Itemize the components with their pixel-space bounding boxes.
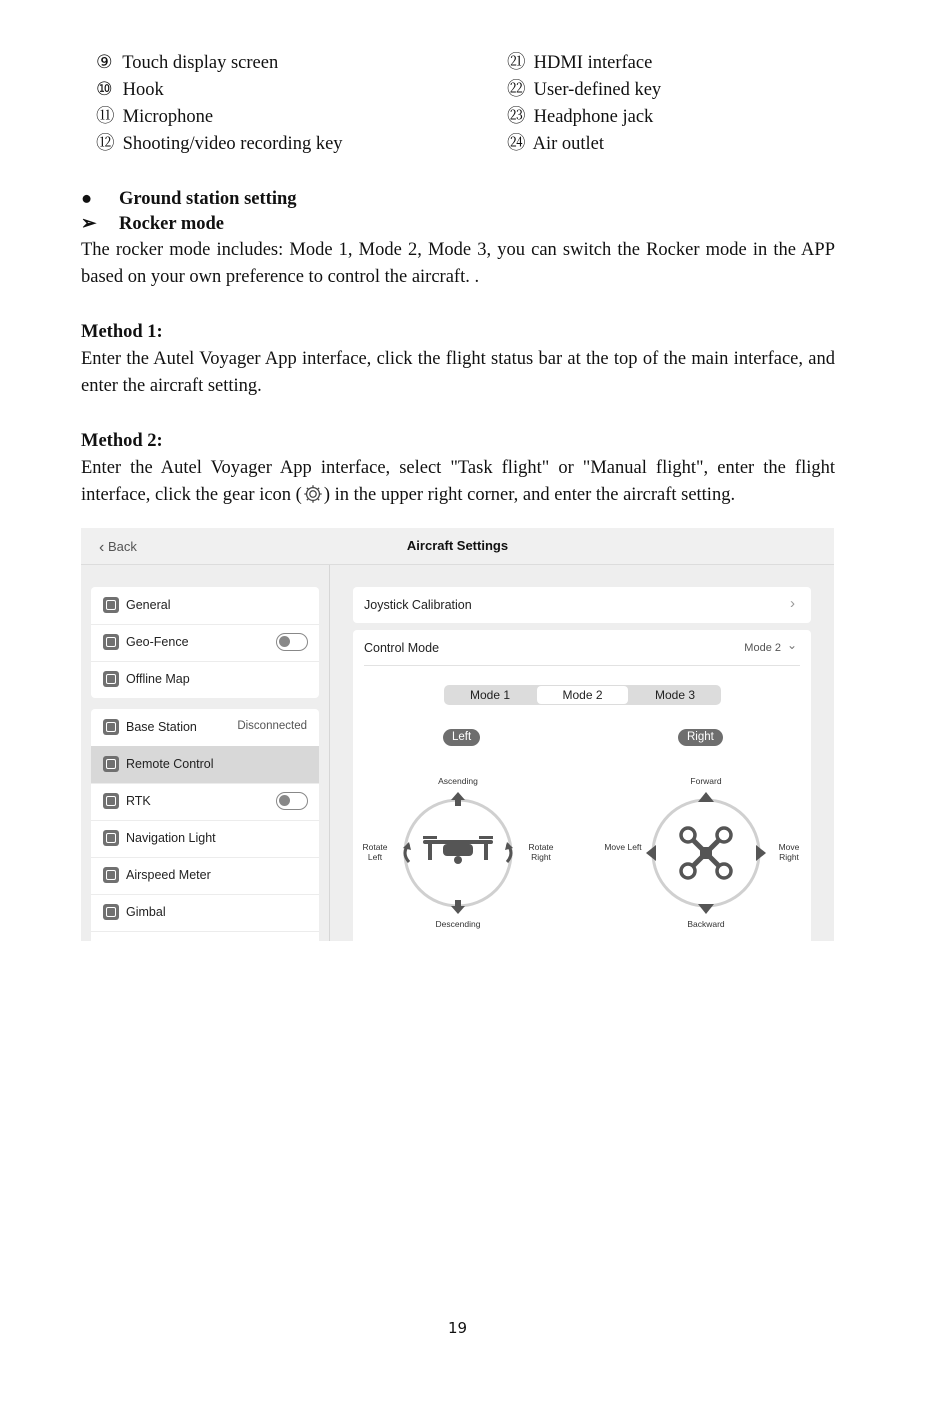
aircraft-settings-screenshot: [81, 528, 834, 941]
sub-heading: ➢ Rocker mode: [81, 211, 224, 238]
base-station-icon: [103, 719, 119, 735]
chevron-down-icon: ⌄: [786, 638, 797, 652]
parts-list-item: ⑫ Shooting/video recording key: [96, 134, 343, 154]
sidebar-item-geo-fence[interactable]: Geo-Fence: [91, 624, 319, 662]
left-stick-pill: Left: [443, 729, 480, 746]
sidebar-item-rtk[interactable]: RTK: [91, 783, 319, 821]
card-divider: [364, 665, 800, 666]
right-stick-up-label: Forward: [690, 776, 722, 786]
sidebar-item-general[interactable]: General: [91, 587, 319, 625]
method1-text: Enter the Autel Voyager App interface, click the flight status bar at the top of the main interface, and enter the aircraft setting.: [81, 349, 835, 396]
sidebar-item-base-station[interactable]: Base Station Disconnected: [91, 709, 319, 747]
top-bar: [81, 528, 834, 565]
arrow-down-icon: [698, 904, 714, 914]
sidebar-item-gimbal[interactable]: Gimbal: [91, 894, 319, 932]
navigation-light-icon: [103, 830, 119, 846]
back-button[interactable]: ‹ Back: [99, 539, 137, 556]
left-stick-left-label: Rotate Left: [362, 842, 388, 862]
bullet-dot-icon: ●: [81, 189, 93, 209]
bullet-heading: ● Ground station setting: [81, 186, 297, 213]
parts-list-item: ⑪ Microphone: [96, 107, 214, 127]
arrow-bullet-icon: ➢: [81, 214, 97, 234]
parts-list-right: [507, 50, 661, 158]
base-station-status: Disconnected: [237, 720, 307, 732]
joystick-calibration-row[interactable]: Joystick Calibration ›: [353, 587, 811, 623]
sidebar-item-navigation-light[interactable]: Navigation Light: [91, 820, 319, 858]
sidebar-group-2: [91, 709, 319, 941]
panel-divider: [329, 565, 330, 941]
layers-icon: [103, 597, 119, 613]
airspeed-meter-icon: [103, 867, 119, 883]
left-stick-up-label: Ascending: [438, 776, 478, 786]
right-stick-diagram: [641, 788, 771, 918]
arrow-left-icon: [646, 845, 656, 861]
parts-list-item: ㉒ User-defined key: [507, 80, 662, 100]
drone-side-icon: [423, 836, 493, 864]
arrow-right-icon: [756, 845, 766, 861]
intro-paragraph: The rocker mode includes: Mode 1, Mode 2, Mode 3, you can switch the Rocker mode in the APP based on your own preference to control the aircraft. .: [81, 240, 835, 287]
download-map-icon: [103, 671, 119, 687]
control-mode-label: Control Mode: [364, 641, 440, 655]
method2-text: Enter the Autel Voyager App interface, select "Task flight" or "Manual flight", enter the flight interface, click the gear icon ( ) in the upper right corner, and enter the aircraft setting.: [81, 458, 835, 505]
parts-list-item: ⑨ Touch display screen: [96, 53, 279, 73]
left-stick-diagram: [393, 788, 523, 918]
rtk-icon: [103, 793, 119, 809]
method2-title: Method 2:: [81, 431, 163, 451]
sidebar-item-offline-map[interactable]: Offline Map: [91, 661, 319, 698]
chevron-left-icon: ‹: [99, 539, 105, 556]
right-stick-pill: Right: [678, 729, 723, 746]
parts-list-left: [96, 50, 343, 158]
parts-list-item: ㉔ Air outlet: [507, 134, 605, 154]
right-stick-left-label: Move Left: [604, 842, 642, 852]
right-stick-right-label: Move Right: [778, 842, 800, 862]
gear-icon: [302, 483, 324, 505]
map-icon: [103, 634, 119, 650]
parts-list-item: ㉑ HDMI interface: [507, 53, 653, 73]
remote-control-icon: [103, 756, 119, 772]
left-stick-down-label: Descending: [435, 919, 481, 929]
sidebar-item-airspeed-meter[interactable]: Airspeed Meter: [91, 857, 319, 895]
mode-segmented-control: [444, 685, 721, 705]
left-stick-right-label: Rotate Right: [528, 842, 554, 862]
mode-1-tab[interactable]: Mode 1: [469, 688, 511, 702]
page-number: 19: [447, 1319, 468, 1337]
page-title: Aircraft Settings: [406, 538, 509, 553]
parts-list-item: ㉓ Headphone jack: [507, 107, 654, 127]
geo-fence-toggle[interactable]: [276, 633, 308, 651]
arrow-up-icon: [698, 792, 714, 802]
arrow-up-icon: [451, 792, 465, 806]
method1-title: Method 1:: [81, 322, 163, 342]
chevron-right-icon: ›: [790, 595, 795, 612]
sidebar-group-1: [91, 587, 319, 698]
mode-2-tab[interactable]: Mode 2: [537, 686, 628, 704]
sidebar-item-remote-control[interactable]: Remote Control: [91, 746, 319, 784]
rtk-toggle[interactable]: [276, 792, 308, 810]
control-mode-value[interactable]: Mode 2: [744, 642, 781, 654]
parts-list-item: ⑩ Hook: [96, 80, 164, 100]
right-stick-down-label: Backward: [687, 919, 725, 929]
arrow-down-icon: [451, 900, 465, 914]
mode-3-tab[interactable]: Mode 3: [654, 688, 696, 702]
gimbal-icon: [103, 904, 119, 920]
